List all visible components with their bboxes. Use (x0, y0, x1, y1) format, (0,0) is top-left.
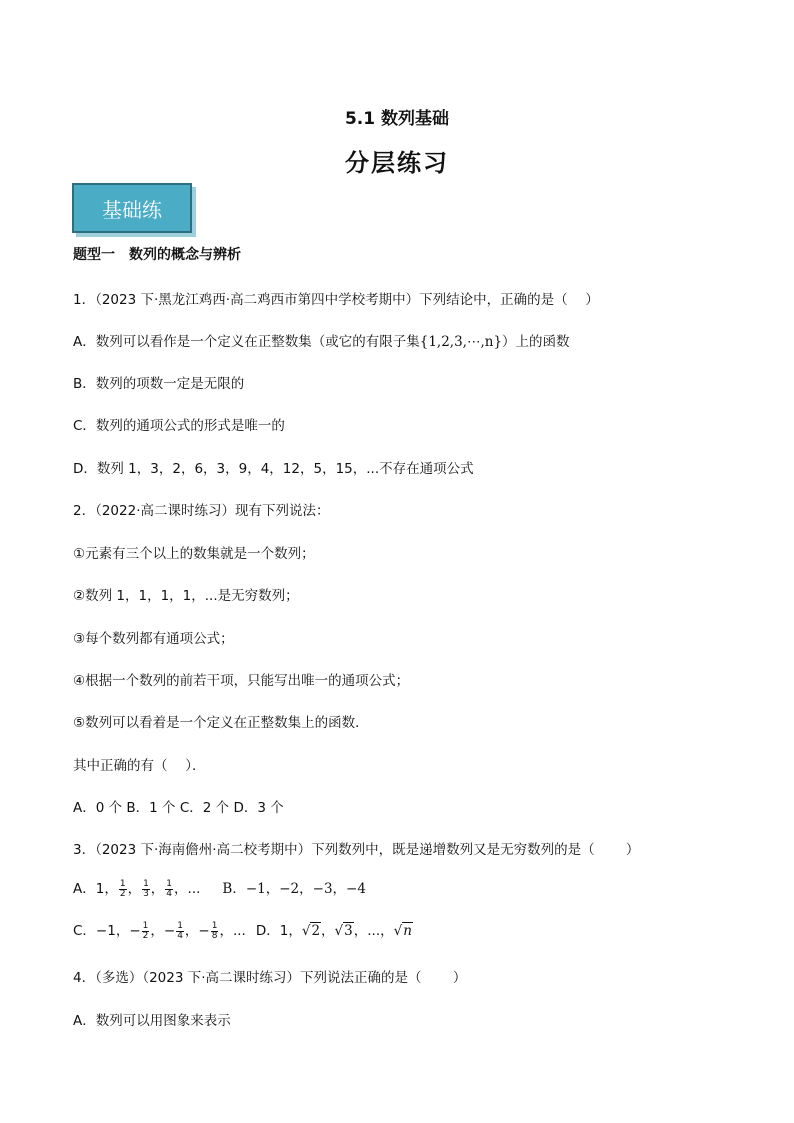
q3-option-c-tail: ，... (219, 923, 246, 939)
q1-option-b: B．数列的项数一定是无限的 (73, 376, 245, 392)
q2-statement-5: ⑤数列可以看着是一个定义在正整数集上的函数． (73, 715, 369, 731)
q2-statement-3: ③每个数列都有通项公式； (73, 631, 234, 647)
q1-option-a (73, 330, 570, 350)
q3-option-a-frac-2: $\frac{1}{3}$ (143, 878, 149, 899)
q1-option-a-set: {1,2,3,⋯,n} (419, 334, 503, 350)
q2-ask: 其中正确的有（ ）． (73, 758, 206, 774)
q2-statement-1: ①元素有三个以上的数集就是一个数列； (73, 546, 315, 562)
section-heading: 题型一 数列的概念与辨析 (73, 247, 241, 263)
q3-option-c-frac-1: $\frac{1}{2}$ (142, 920, 149, 941)
q2-statement-2: ②数列 1，1，1，1，...是无穷数列； (73, 588, 299, 604)
q1-option-d: D．数列 1，3，2，6，3，9，4，12，5，15，...不存在通项公式 (73, 461, 474, 477)
q4-option-a: A．数列可以用图象来表示 (73, 1013, 231, 1029)
q3-option-d-root-1: √2 (301, 923, 321, 939)
q3-option-c-frac-2: $\frac{1}{4}$ (177, 920, 183, 941)
q2-statement-4: ④根据一个数列的前若干项，只能写出唯一的通项公式； (73, 673, 410, 689)
level-badge: 基础练 (72, 183, 192, 233)
q3-option-a-frac-3: $\frac{1}{4}$ (166, 878, 173, 899)
q3-option-b: B．−1，−2，−3，−4 (222, 881, 366, 897)
page-subtitle: 分层练习 (345, 149, 449, 177)
q3-option-c-lead: C．−1， (73, 923, 130, 939)
q1-option-a-text: A．数列可以看作是一个定义在正整数集（或它的有限子集 (73, 334, 420, 350)
q1-option-c: C．数列的通项公式的形式是唯一的 (73, 418, 285, 434)
q3-option-a-frac-1: $\frac{1}{2}$ (119, 878, 126, 899)
q3-options-cd: C．−1，− $\frac{1}{2}$ ，− $\frac{1}{4}$ ，− $\frac{1}{8}$ ，... D．1，√2，√3，...，√n (73, 920, 412, 941)
q2-stem: 2．（2022·高二课时练习）现有下列说法： (73, 503, 330, 519)
q2-options: A．0 个 B．1 个 C．2 个 D．3 个 (73, 800, 284, 816)
q3-options-ab: A．1， $\frac{1}{2}$ ， $\frac{1}{3}$ ， $\frac{1}{4}$ ，... B．−1，−2，−3，−4 (73, 878, 366, 899)
q3-option-d-root-2: √3 (334, 923, 353, 939)
q3-option-a-tail: ，... (174, 881, 201, 897)
page-title: 5.1 数列基础 (344, 109, 450, 129)
q3-option-a-lead: A．1， (73, 881, 118, 897)
q3-option-d-mid: ，...， (353, 923, 394, 939)
q3-option-c-frac-3: $\frac{1}{8}$ (211, 920, 218, 941)
q3-option-d-root-n: √n (393, 923, 412, 939)
q4-stem: 4．（多选）（2023 下·高二课时练习）下列说法正确的是（ ） (73, 970, 467, 986)
q1-option-a-tail: ）上的函数 (502, 334, 570, 350)
q3-option-d-lead: D．1， (255, 923, 302, 939)
q3-stem: 3．（2023 下·海南儋州·高二校考期中）下列数列中，既是递增数列又是无穷数列的是（ ） (73, 842, 640, 858)
q1-stem: 1．（2023 下·黑龙江鸡西·高二鸡西市第四中学校考期中）下列结论中，正确的是（ ） (73, 292, 599, 308)
